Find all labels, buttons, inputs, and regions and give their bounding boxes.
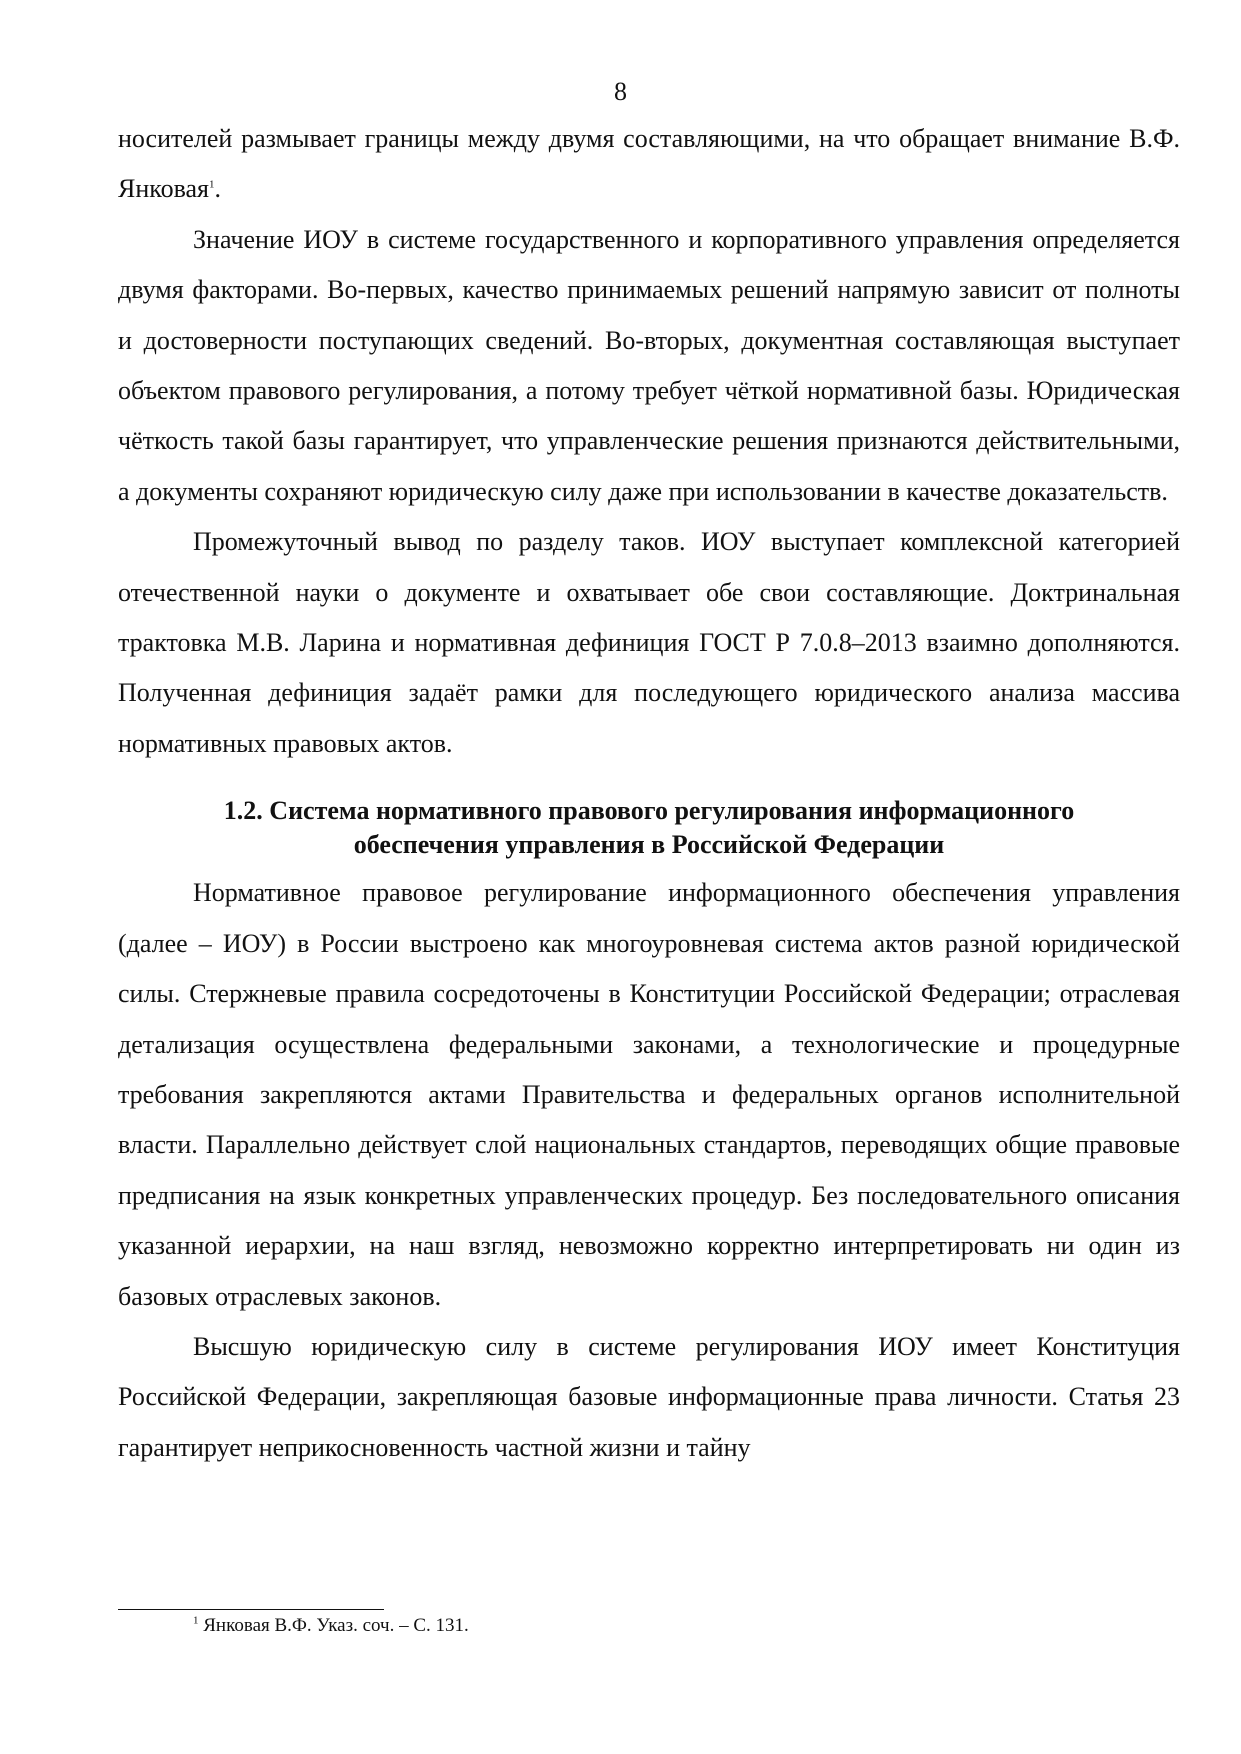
paragraph-text: носителей размывает границы между двумя составляющими, на что обращает внимание В.Ф. Янковая — [118, 124, 1180, 204]
section-heading: 1.2. Система нормативного правового регулирования информационного обеспечения управления в Российской Федерации — [223, 796, 1075, 860]
page-number: 8 — [614, 77, 627, 106]
paragraph-continuation — [118, 114, 1180, 215]
paragraph-constitution: Высшую юридическую силу в системе регулирования ИОУ имеет Конституция Российской Федерации, закрепляющая базовые информационные права личности. Статья 23 гарантирует неприкосновенность частной жизни и тайну — [118, 1331, 1180, 1462]
footnote — [193, 1612, 469, 1640]
paragraph-conclusion: Промежуточный вывод по разделу таков. ИОУ выступает комплексной категорией отечественной науки о документе и охватывает обе свои составляющие. Доктринальная трактовка М.В. Ларина и нормативная дефиниция ГОСТ Р 7.0.8–2013 взаимно дополняются. Полученная дефиниция задаёт рамки для последующего юридического анализа массива нормативных правовых актов. — [118, 527, 1180, 758]
footnote-text: Янковая В.Ф. Указ. соч. – С. 131. — [203, 1615, 469, 1636]
footnote-separator — [118, 1609, 384, 1610]
paragraph-tail: . — [214, 174, 221, 204]
paragraph-significance: Значение ИОУ в системе государственного и корпоративного управления определяется двумя факторами. Во-первых, качество принимаемых решений напрямую зависит от полноты и достоверности поступающих сведений. Во-вторых, документная составляющая выступает объектом правового регулирования, а потому требует чёткой нормативной базы. Юридическая чёткость такой базы гарантирует, что управленческие решения признаются действительными, а документы сохраняют юридическую силу даже при использовании в качестве доказательств. — [118, 224, 1180, 506]
footnote-number: 1 — [193, 1614, 199, 1627]
paragraph-regulation-system: Нормативное правовое регулирование информационного обеспечения управления (далее – ИОУ) в России выстроено как многоуровневая система актов разной юридической силы. Стержневые правила сосредоточены в Конституции Российской Федерации; отраслевая детализация осуществлена федеральными законами, а технологические и процедурные требования закрепляются актами Правительства и федеральных органов исполнительной власти. Параллельно действует слой национальных стандартов, переводящих общие правовые предписания на язык конкретных управленческих процедур. Без последовательного описания указанной иерархии, на наш взгляд, невозможно корректно интерпретировать ни один из базовых отраслевых законов. — [118, 878, 1180, 1311]
footnote-reference[interactable]: 1 — [209, 178, 215, 191]
body-text — [118, 114, 1180, 1473]
